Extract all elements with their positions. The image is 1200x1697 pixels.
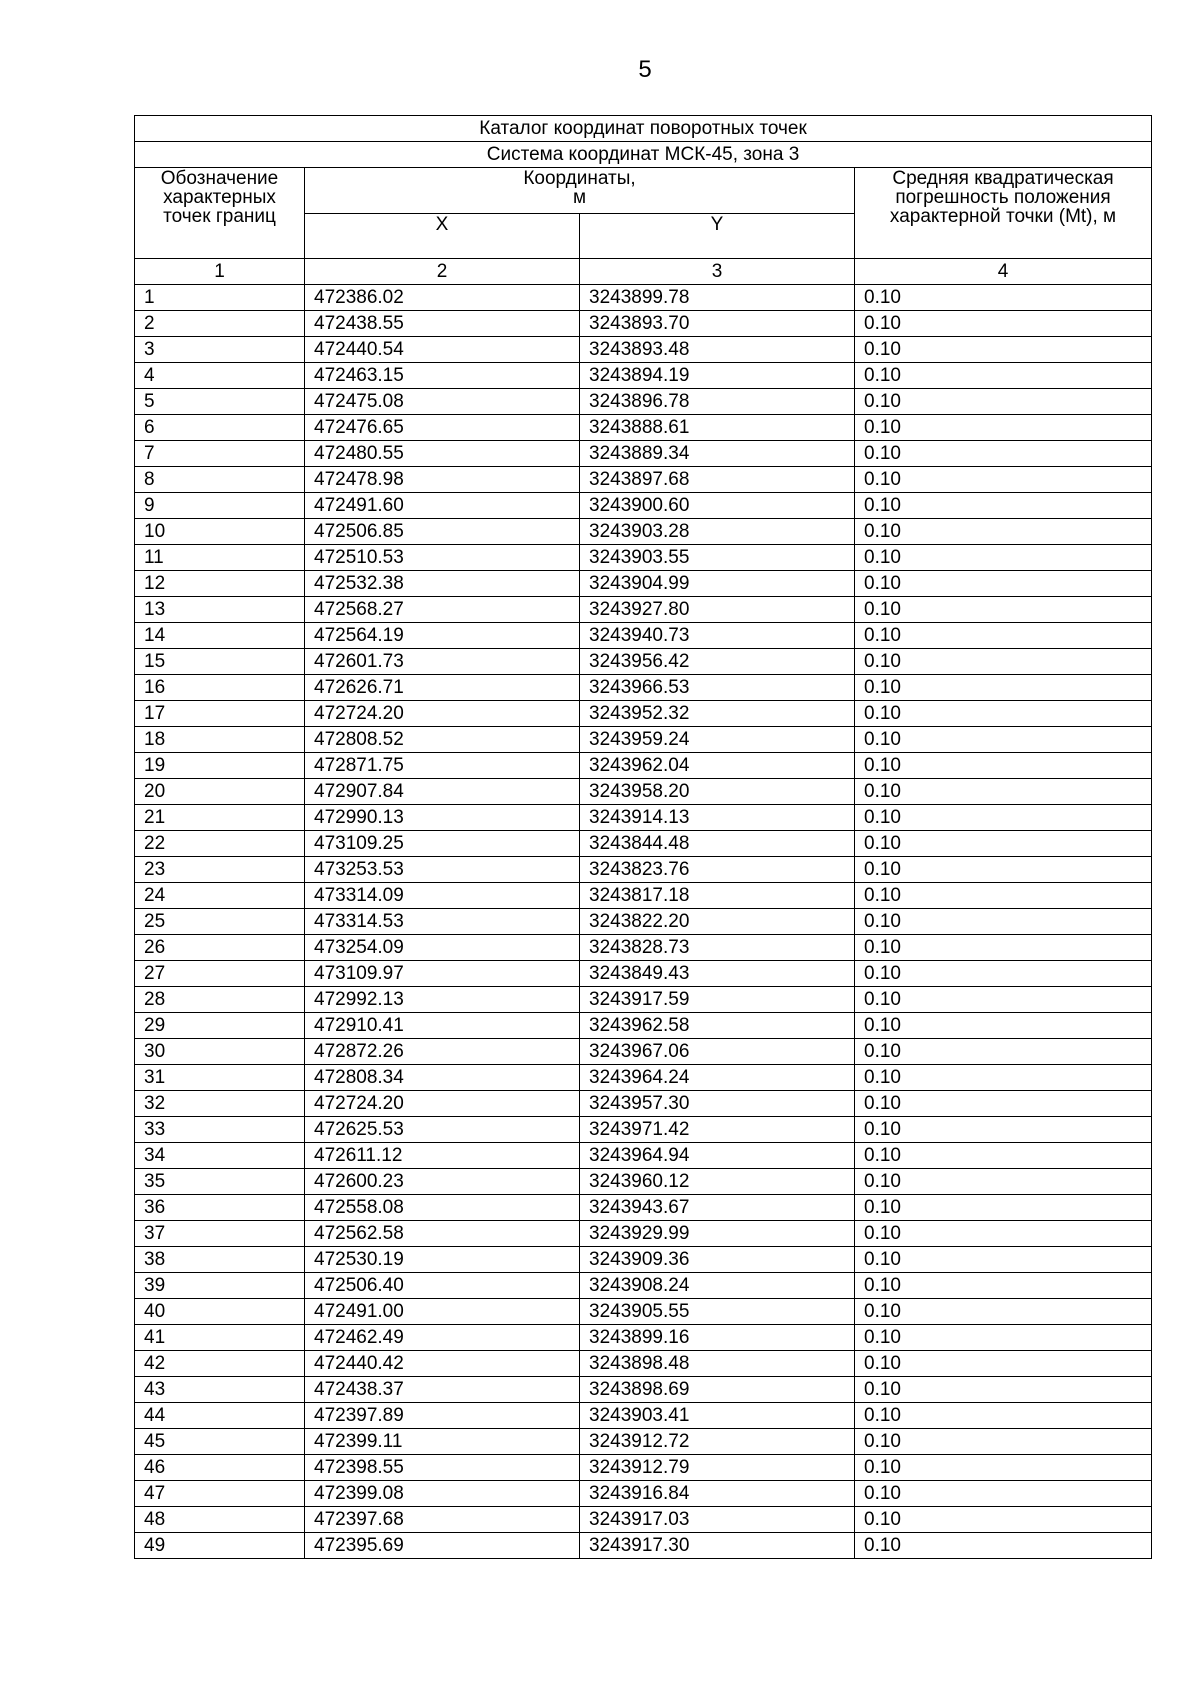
table-row (135, 727, 1152, 753)
page-number: 5 (638, 56, 652, 83)
accuracy-cell: 0.10 (855, 545, 1152, 571)
accuracy-cell: 0.10 (855, 961, 1152, 987)
x-coordinate-cell: 472600.23 (305, 1169, 580, 1195)
accuracy-cell: 0.10 (855, 597, 1152, 623)
point-number-cell: 46 (135, 1455, 305, 1481)
point-number-cell: 40 (135, 1299, 305, 1325)
x-coordinate-cell: 472724.20 (305, 701, 580, 727)
table-row (135, 363, 1152, 389)
x-coordinate-cell: 472440.42 (305, 1351, 580, 1377)
y-coordinate-cell: 3243822.20 (580, 909, 855, 935)
point-number-cell: 29 (135, 1013, 305, 1039)
point-number-cell: 13 (135, 597, 305, 623)
table-subtitle-row (135, 142, 1152, 168)
y-coordinate-cell: 3243899.16 (580, 1325, 855, 1351)
x-coordinate-cell: 472491.00 (305, 1299, 580, 1325)
x-coordinate-cell: 472530.19 (305, 1247, 580, 1273)
table-row (135, 1533, 1152, 1559)
y-coordinate-cell: 3243912.79 (580, 1455, 855, 1481)
point-number-cell: 22 (135, 831, 305, 857)
point-number-cell: 9 (135, 493, 305, 519)
table-row (135, 701, 1152, 727)
x-coordinate-cell: 472558.08 (305, 1195, 580, 1221)
table-row (135, 675, 1152, 701)
table-row (135, 1481, 1152, 1507)
y-coordinate-cell: 3243959.24 (580, 727, 855, 753)
accuracy-cell: 0.10 (855, 1455, 1152, 1481)
accuracy-cell: 0.10 (855, 1533, 1152, 1559)
point-number-cell: 19 (135, 753, 305, 779)
point-number-cell: 15 (135, 649, 305, 675)
y-coordinate-cell: 3243844.48 (580, 831, 855, 857)
accuracy-cell: 0.10 (855, 987, 1152, 1013)
x-coordinate-cell: 472491.60 (305, 493, 580, 519)
y-coordinate-cell: 3243962.58 (580, 1013, 855, 1039)
accuracy-cell: 0.10 (855, 1169, 1152, 1195)
point-number-cell: 43 (135, 1377, 305, 1403)
point-number-cell: 42 (135, 1351, 305, 1377)
table-row (135, 519, 1152, 545)
accuracy-cell: 0.10 (855, 1273, 1152, 1299)
table-row (135, 961, 1152, 987)
y-coordinate-cell: 3243917.59 (580, 987, 855, 1013)
column-number-row (135, 259, 1152, 285)
point-number-cell: 16 (135, 675, 305, 701)
y-coordinate-cell: 3243908.24 (580, 1273, 855, 1299)
x-coordinate-cell: 472724.20 (305, 1091, 580, 1117)
y-coordinate-cell: 3243916.84 (580, 1481, 855, 1507)
x-coordinate-cell: 472625.53 (305, 1117, 580, 1143)
x-coordinate-cell: 472871.75 (305, 753, 580, 779)
accuracy-cell: 0.10 (855, 1377, 1152, 1403)
y-coordinate-cell: 3243960.12 (580, 1169, 855, 1195)
accuracy-cell: 0.10 (855, 779, 1152, 805)
point-number-cell: 23 (135, 857, 305, 883)
accuracy-cell: 0.10 (855, 1403, 1152, 1429)
table-row (135, 753, 1152, 779)
y-coordinate-cell: 3243817.18 (580, 883, 855, 909)
x-coordinate-cell: 472480.55 (305, 441, 580, 467)
x-coordinate-cell: 472506.85 (305, 519, 580, 545)
accuracy-cell: 0.10 (855, 311, 1152, 337)
column-number: 4 (855, 259, 1152, 285)
accuracy-cell: 0.10 (855, 805, 1152, 831)
table-row (135, 1325, 1152, 1351)
point-number-cell: 34 (135, 1143, 305, 1169)
table-row (135, 1273, 1152, 1299)
point-number-cell: 14 (135, 623, 305, 649)
accuracy-cell: 0.10 (855, 493, 1152, 519)
table-row (135, 883, 1152, 909)
column-number: 1 (135, 259, 305, 285)
accuracy-cell: 0.10 (855, 623, 1152, 649)
table-subtitle: Система координат МСК-45, зона 3 (135, 142, 1152, 168)
point-number-cell: 7 (135, 441, 305, 467)
y-coordinate-cell: 3243917.30 (580, 1533, 855, 1559)
y-coordinate-cell: 3243899.78 (580, 285, 855, 311)
y-coordinate-cell: 3243889.34 (580, 441, 855, 467)
x-coordinate-cell: 472510.53 (305, 545, 580, 571)
y-coordinate-cell: 3243912.72 (580, 1429, 855, 1455)
y-coordinate-cell: 3243888.61 (580, 415, 855, 441)
accuracy-cell: 0.10 (855, 1143, 1152, 1169)
table-row (135, 649, 1152, 675)
point-number-cell: 12 (135, 571, 305, 597)
y-coordinate-cell: 3243958.20 (580, 779, 855, 805)
accuracy-cell: 0.10 (855, 1299, 1152, 1325)
x-coordinate-cell: 472399.08 (305, 1481, 580, 1507)
table-row (135, 857, 1152, 883)
point-designation-header: Обозначение характерных точек границ (135, 168, 305, 259)
y-coordinate-cell: 3243962.04 (580, 753, 855, 779)
x-coordinate-cell: 472506.40 (305, 1273, 580, 1299)
y-coordinate-cell: 3243903.55 (580, 545, 855, 571)
table-row (135, 623, 1152, 649)
catalog-body (135, 116, 1152, 285)
y-coordinate-cell: 3243909.36 (580, 1247, 855, 1273)
accuracy-cell: 0.10 (855, 571, 1152, 597)
accuracy-cell: 0.10 (855, 1481, 1152, 1507)
point-number-cell: 33 (135, 1117, 305, 1143)
x-coordinate-cell: 472398.55 (305, 1455, 580, 1481)
accuracy-cell: 0.10 (855, 1117, 1152, 1143)
point-number-cell: 32 (135, 1091, 305, 1117)
table-row (135, 1221, 1152, 1247)
y-coordinate-cell: 3243964.94 (580, 1143, 855, 1169)
x-coordinate-cell: 472568.27 (305, 597, 580, 623)
point-number-cell: 38 (135, 1247, 305, 1273)
point-number-cell: 37 (135, 1221, 305, 1247)
y-coordinate-cell: 3243952.32 (580, 701, 855, 727)
table-row (135, 337, 1152, 363)
accuracy-cell: 0.10 (855, 285, 1152, 311)
table-row (135, 805, 1152, 831)
x-coordinate-cell: 473314.09 (305, 883, 580, 909)
point-number-cell: 11 (135, 545, 305, 571)
accuracy-cell: 0.10 (855, 1091, 1152, 1117)
x-coordinate-cell: 472476.65 (305, 415, 580, 441)
accuracy-cell: 0.10 (855, 935, 1152, 961)
y-coordinate-cell: 3243823.76 (580, 857, 855, 883)
x-coordinate-cell: 472532.38 (305, 571, 580, 597)
point-number-cell: 44 (135, 1403, 305, 1429)
point-number-cell: 24 (135, 883, 305, 909)
accuracy-header: Средняя квадратическая погрешность положения характерной точки (Mt), м (855, 168, 1152, 259)
table-row (135, 1117, 1152, 1143)
x-coordinate-cell: 472907.84 (305, 779, 580, 805)
table-title-row (135, 116, 1152, 142)
x-coordinate-cell: 472808.34 (305, 1065, 580, 1091)
y-coordinate-cell: 3243849.43 (580, 961, 855, 987)
point-number-cell: 28 (135, 987, 305, 1013)
x-coordinate-cell: 472872.26 (305, 1039, 580, 1065)
accuracy-cell: 0.10 (855, 1013, 1152, 1039)
point-number-cell: 21 (135, 805, 305, 831)
table-row (135, 909, 1152, 935)
point-number-cell: 49 (135, 1533, 305, 1559)
point-number-cell: 39 (135, 1273, 305, 1299)
x-coordinate-cell: 473109.25 (305, 831, 580, 857)
table-row (135, 1039, 1152, 1065)
accuracy-cell: 0.10 (855, 1247, 1152, 1273)
y-coordinate-cell: 3243896.78 (580, 389, 855, 415)
table-row (135, 545, 1152, 571)
x-coordinate-cell: 472463.15 (305, 363, 580, 389)
y-coordinate-cell: 3243943.67 (580, 1195, 855, 1221)
x-coordinate-cell: 472611.12 (305, 1143, 580, 1169)
point-number-cell: 45 (135, 1429, 305, 1455)
y-coordinate-cell: 3243900.60 (580, 493, 855, 519)
x-coordinate-cell: 473253.53 (305, 857, 580, 883)
accuracy-cell: 0.10 (855, 701, 1152, 727)
table-row (135, 467, 1152, 493)
coordinates-header: Координаты, м (305, 168, 855, 214)
table-row (135, 987, 1152, 1013)
y-coordinate-cell: 3243898.48 (580, 1351, 855, 1377)
y-coordinate-cell: 3243966.53 (580, 675, 855, 701)
accuracy-cell: 0.10 (855, 753, 1152, 779)
table-row (135, 415, 1152, 441)
y-coordinate-cell: 3243903.28 (580, 519, 855, 545)
point-number-cell: 20 (135, 779, 305, 805)
accuracy-cell: 0.10 (855, 1065, 1152, 1091)
y-header: Y (580, 214, 855, 259)
point-number-cell: 26 (135, 935, 305, 961)
table-row (135, 1429, 1152, 1455)
x-coordinate-cell: 472399.11 (305, 1429, 580, 1455)
accuracy-cell: 0.10 (855, 1429, 1152, 1455)
accuracy-cell: 0.10 (855, 883, 1152, 909)
table-row (135, 1377, 1152, 1403)
point-number-cell: 41 (135, 1325, 305, 1351)
accuracy-cell: 0.10 (855, 1325, 1152, 1351)
column-number: 3 (580, 259, 855, 285)
point-number-cell: 5 (135, 389, 305, 415)
x-coordinate-cell: 472626.71 (305, 675, 580, 701)
table-row (135, 1299, 1152, 1325)
point-number-cell: 6 (135, 415, 305, 441)
x-coordinate-cell: 472395.69 (305, 1533, 580, 1559)
table-row (135, 571, 1152, 597)
y-coordinate-cell: 3243917.03 (580, 1507, 855, 1533)
accuracy-cell: 0.10 (855, 1351, 1152, 1377)
y-coordinate-cell: 3243904.99 (580, 571, 855, 597)
x-coordinate-cell: 472808.52 (305, 727, 580, 753)
y-coordinate-cell: 3243914.13 (580, 805, 855, 831)
x-coordinate-cell: 472601.73 (305, 649, 580, 675)
x-coordinate-cell: 472438.55 (305, 311, 580, 337)
x-coordinate-cell: 472475.08 (305, 389, 580, 415)
x-coordinate-cell: 472990.13 (305, 805, 580, 831)
x-coordinate-cell: 472397.89 (305, 1403, 580, 1429)
x-coordinate-cell: 472397.68 (305, 1507, 580, 1533)
table-row (135, 1143, 1152, 1169)
y-coordinate-cell: 3243893.70 (580, 311, 855, 337)
table-row (135, 1013, 1152, 1039)
y-coordinate-cell: 3243956.42 (580, 649, 855, 675)
x-coordinate-cell: 472992.13 (305, 987, 580, 1013)
accuracy-cell: 0.10 (855, 1507, 1152, 1533)
y-coordinate-cell: 3243940.73 (580, 623, 855, 649)
x-coordinate-cell: 472562.58 (305, 1221, 580, 1247)
accuracy-cell: 0.10 (855, 909, 1152, 935)
table-title: Каталог координат поворотных точек (135, 116, 1152, 142)
x-coordinate-cell: 473314.53 (305, 909, 580, 935)
accuracy-cell: 0.10 (855, 363, 1152, 389)
y-coordinate-cell: 3243905.55 (580, 1299, 855, 1325)
table-row (135, 935, 1152, 961)
accuracy-cell: 0.10 (855, 519, 1152, 545)
table-row (135, 1507, 1152, 1533)
point-number-cell: 47 (135, 1481, 305, 1507)
y-coordinate-cell: 3243897.68 (580, 467, 855, 493)
x-coordinate-cell: 473109.97 (305, 961, 580, 987)
x-coordinate-cell: 472564.19 (305, 623, 580, 649)
point-number-cell: 25 (135, 909, 305, 935)
accuracy-cell: 0.10 (855, 675, 1152, 701)
header-row-1 (135, 168, 1152, 214)
table-row (135, 493, 1152, 519)
point-number-cell: 35 (135, 1169, 305, 1195)
table-row (135, 441, 1152, 467)
y-coordinate-cell: 3243957.30 (580, 1091, 855, 1117)
accuracy-cell: 0.10 (855, 441, 1152, 467)
point-number-cell: 1 (135, 285, 305, 311)
coordinate-rows (135, 285, 1152, 1559)
x-coordinate-cell: 472386.02 (305, 285, 580, 311)
table-row (135, 1169, 1152, 1195)
y-coordinate-cell: 3243927.80 (580, 597, 855, 623)
accuracy-cell: 0.10 (855, 389, 1152, 415)
x-coordinate-cell: 472440.54 (305, 337, 580, 363)
point-number-cell: 4 (135, 363, 305, 389)
x-header: X (305, 214, 580, 259)
y-coordinate-cell: 3243967.06 (580, 1039, 855, 1065)
table-row (135, 1403, 1152, 1429)
point-number-cell: 27 (135, 961, 305, 987)
table-row (135, 1091, 1152, 1117)
table-row (135, 1351, 1152, 1377)
accuracy-cell: 0.10 (855, 727, 1152, 753)
table-row (135, 1195, 1152, 1221)
y-coordinate-cell: 3243971.42 (580, 1117, 855, 1143)
table-row (135, 779, 1152, 805)
y-coordinate-cell: 3243894.19 (580, 363, 855, 389)
point-number-cell: 30 (135, 1039, 305, 1065)
table-row (135, 1247, 1152, 1273)
x-coordinate-cell: 472462.49 (305, 1325, 580, 1351)
y-coordinate-cell: 3243898.69 (580, 1377, 855, 1403)
point-number-cell: 17 (135, 701, 305, 727)
accuracy-cell: 0.10 (855, 467, 1152, 493)
accuracy-cell: 0.10 (855, 337, 1152, 363)
point-number-cell: 31 (135, 1065, 305, 1091)
accuracy-cell: 0.10 (855, 857, 1152, 883)
column-number: 2 (305, 259, 580, 285)
y-coordinate-cell: 3243964.24 (580, 1065, 855, 1091)
x-coordinate-cell: 472438.37 (305, 1377, 580, 1403)
accuracy-cell: 0.10 (855, 1039, 1152, 1065)
y-coordinate-cell: 3243893.48 (580, 337, 855, 363)
accuracy-cell: 0.10 (855, 415, 1152, 441)
y-coordinate-cell: 3243828.73 (580, 935, 855, 961)
point-number-cell: 10 (135, 519, 305, 545)
table-row (135, 1455, 1152, 1481)
table-row (135, 831, 1152, 857)
x-coordinate-cell: 472910.41 (305, 1013, 580, 1039)
point-number-cell: 2 (135, 311, 305, 337)
x-coordinate-cell: 472478.98 (305, 467, 580, 493)
point-number-cell: 3 (135, 337, 305, 363)
accuracy-cell: 0.10 (855, 1221, 1152, 1247)
point-number-cell: 48 (135, 1507, 305, 1533)
point-number-cell: 36 (135, 1195, 305, 1221)
point-number-cell: 18 (135, 727, 305, 753)
table-row (135, 597, 1152, 623)
y-coordinate-cell: 3243903.41 (580, 1403, 855, 1429)
table-row (135, 1065, 1152, 1091)
coordinates-catalog-table (134, 115, 1152, 1559)
table-row (135, 285, 1152, 311)
table-row (135, 311, 1152, 337)
accuracy-cell: 0.10 (855, 831, 1152, 857)
y-coordinate-cell: 3243929.99 (580, 1221, 855, 1247)
accuracy-cell: 0.10 (855, 1195, 1152, 1221)
table-row (135, 389, 1152, 415)
point-number-cell: 8 (135, 467, 305, 493)
x-coordinate-cell: 473254.09 (305, 935, 580, 961)
accuracy-cell: 0.10 (855, 649, 1152, 675)
